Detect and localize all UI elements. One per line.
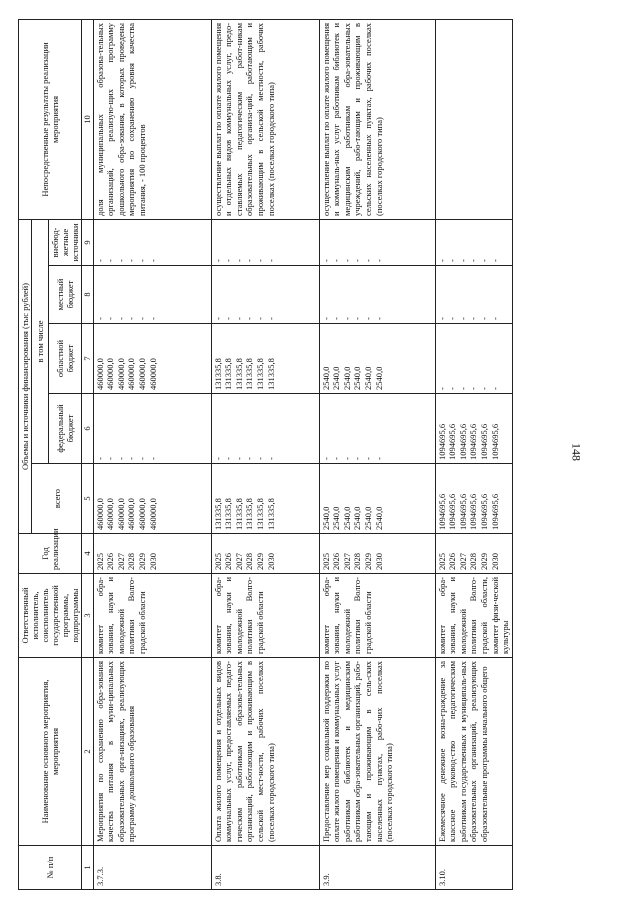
row-number: 3.7.3. [93, 846, 211, 890]
years: 2025 2026 2027 2028 2029 2030 [319, 534, 435, 574]
measure-name: Ежемесячное денежное возна-граждение за классное руковод-ство педагогическим работникам государственных и муниципаль-ных образовательных организаций, реализующих образовательные программы начального общего [435, 658, 512, 846]
column-index: 10 [82, 19, 94, 219]
header-local: местный бюджет [49, 266, 82, 324]
row-number: 3.9. [319, 846, 435, 890]
years: 2025 2026 2027 2028 2029 2030 [93, 534, 211, 574]
regional-values: 460000,0 460000,0 460000,0 460000,0 460000,0 460000,0 [93, 324, 211, 394]
result-text: доля муниципальных образова-тельных организаций, реализую-щих программу дошкольного обра-зования, в которых проведены мероприятия по сохранению уровня качества питания, - 100 процентов [93, 19, 211, 219]
local-values: - - - - - - [211, 266, 319, 324]
regional-values: 131335,8 131335,8 131335,8 131335,8 131335,8 131335,8 [211, 324, 319, 394]
column-index: 9 [82, 219, 94, 265]
local-values: - - - - - - [435, 266, 512, 324]
responsible: комитет обра-зования, науки и молодежной политики Волго-градской области, комитет физи-ческой культуры [435, 574, 512, 658]
years: 2025 2026 2027 2028 2029 2030 [435, 534, 512, 574]
column-index: 1 [82, 846, 94, 890]
total-values: 1094695,6 1094695,6 1094695,6 1094695,6 1094695,6 1094695,6 [435, 464, 512, 534]
header-volume: Объемы и источники финансирования (тыс рублей) [19, 219, 32, 533]
header-regional: областной бюджет [49, 324, 82, 394]
federal-values: - - - - - - [211, 394, 319, 464]
column-index-row [82, 19, 94, 889]
column-index: 7 [82, 324, 94, 394]
total-values: 131335,8 131335,8 131335,8 131335,8 131335,8 131335,8 [211, 464, 319, 534]
extra-values: - - - - - - [93, 219, 211, 265]
total-values: 460000,0 460000,0 460000,0 460000,0 460000,0 460000,0 [93, 464, 211, 534]
federal-values: 1094695,6 1094695,6 1094695,6 1094695,6 1094695,6 1094695,6 [435, 394, 512, 464]
table-row [319, 19, 435, 889]
header-year: Год реализации [19, 534, 82, 574]
header-no: № п/п [19, 846, 82, 890]
responsible: комитет обра-зования, науки и молодежной политики Волго-градской области [93, 574, 211, 658]
column-index: 6 [82, 394, 94, 464]
row-number: 3.10. [435, 846, 512, 890]
result-text: осуществление выплат по оплате жилого помещения и отдельных видов коммунальных услуг, предо-ставляемых педагогическим работ-никам образовательных организа-ций, работающим и проживающим в сельской местности, рабочих поселках (поселках городского типа) [211, 19, 319, 219]
federal-values: - - - - - - [319, 394, 435, 464]
total-values: 2540,0 2540,0 2540,0 2540,0 2540,0 2540,0 [319, 464, 435, 534]
extra-values: - - - - - - [319, 219, 435, 265]
header-result: Непосредственные результаты реализации мероприятия [19, 19, 82, 219]
row-number: 3.8. [211, 846, 319, 890]
years: 2025 2026 2027 2028 2029 2030 [211, 534, 319, 574]
rotated-document [18, 20, 511, 890]
result-text: осуществление выплат по оплате жилого помещения и коммуналь-ных услуг работникам библиотек и медицинским работникам обра-зовательных учреждений, рабо-тающим и проживающим в сельских населенных пунктах, рабочих поселках (поселках городского типа) [319, 19, 435, 219]
measure-name: Оплата жилого помещения и отдельных видов коммунальных услуг, предоставляемых педаго-гическим работникам образова-тельных организаций, работающим и проживающим в сельской мест-ности, рабочих поселках (поселках городского типа) [211, 658, 319, 846]
responsible: комитет обра-зования, науки и молодежной политики Волго-градской области [211, 574, 319, 658]
column-index: 2 [82, 658, 94, 846]
regional-values: 2540,0 2540,0 2540,0 2540,0 2540,0 2540,0 [319, 324, 435, 394]
measure-name: Мероприятия по сохранению обра-зования качества питания в муни-ципальных образовательных орга-низациях, реализующих программу дошкольного образования [93, 658, 211, 846]
column-index: 3 [82, 574, 94, 658]
local-values: - - - - - - [319, 266, 435, 324]
federal-values: - - - - - - [93, 394, 211, 464]
page-number: 148 [569, 443, 584, 461]
table-row [211, 19, 319, 889]
extra-values: - - - - - - [435, 219, 512, 265]
responsible: комитет обра-зования, науки и молодежной политики Волго-градской области [319, 574, 435, 658]
local-values: - - - - - - [93, 266, 211, 324]
header-name: Наименование основного мероприятия, мероприятия [19, 658, 82, 846]
result-text [435, 19, 512, 219]
table-row [435, 19, 512, 889]
table-row [93, 19, 211, 889]
header-extra: внебюд- жетные источники [49, 219, 82, 265]
extra-values: - - - - - - [211, 219, 319, 265]
header-responsible: Ответственный исполнитель, соисполнитель государственной программы, подпрограммы [19, 574, 82, 658]
column-index: 4 [82, 534, 94, 574]
financing-table [18, 19, 513, 890]
measure-name: Предоставление мер социальной поддержки по оплате жилого помещения и коммунальных услуг работникам библиотек и медицинским работникам обра-зовательных организаций, рабо-тающим и проживающим в сель-ских населенных пунктах, рабо-чих поселках (поселках городского типа) [319, 658, 435, 846]
header-including: в том числе [32, 219, 49, 463]
header-federal: федеральный бюджет [49, 394, 82, 464]
column-index: 8 [82, 266, 94, 324]
column-index: 5 [82, 464, 94, 534]
header-total: всего [32, 464, 82, 534]
regional-values: - - - - - - [435, 324, 512, 394]
